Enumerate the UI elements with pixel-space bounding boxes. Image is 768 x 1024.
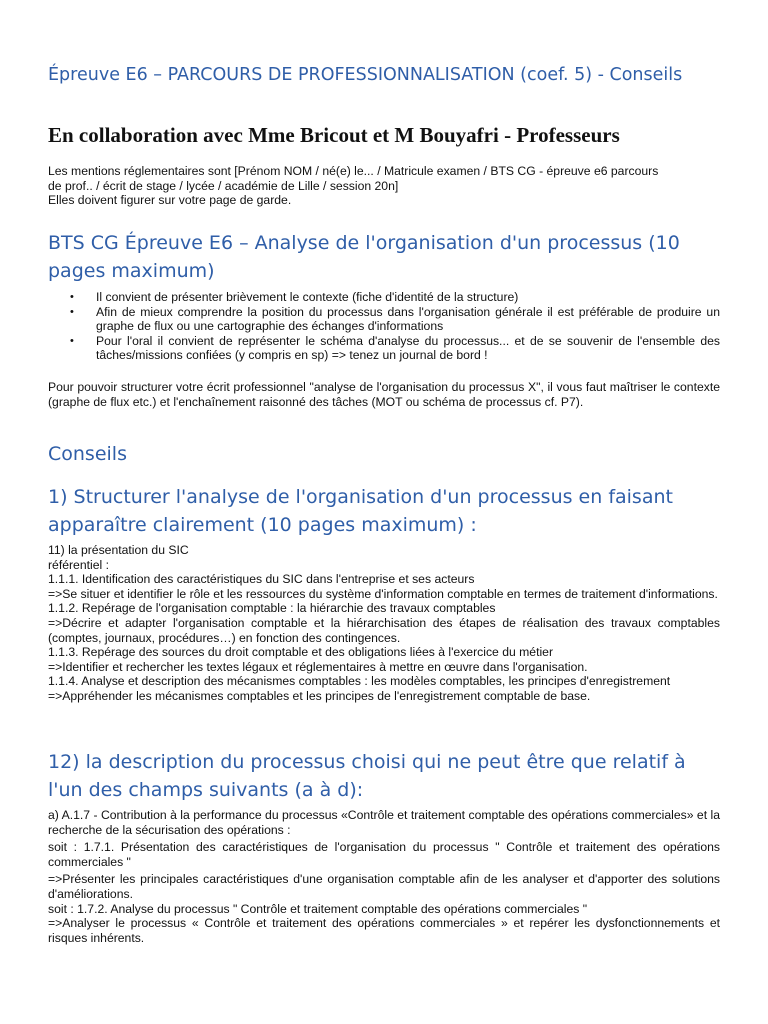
section-1-line: 1.1.2. Repérage de l'organisation comptable : la hiérarchie des travaux comptables	[48, 601, 496, 616]
section-12-line: soit : 1.7.2. Analyse du processus " Contrôle et traitement comptable des opérations commerciales "	[48, 901, 588, 916]
conseils-heading: Conseils	[48, 443, 127, 465]
intro-line: Elles doivent figurer sur votre page de garde.	[48, 193, 292, 208]
structure-paragraph: Pour pouvoir structurer votre écrit professionnel "analyse de l'organisation du processus X", il vous faut maîtriser le contexte (graphe de flux etc.) et l'enchaînement raisonné des tâches (MOT ou schéma de processus cf. P7).	[48, 380, 720, 409]
list-item: • Afin de mieux comprendre la position du processus dans l'organisation générale il est préférable de produire un graphe de flux ou une cartographie des échanges d'informations	[48, 305, 720, 334]
section-12-line: =>Analyser le processus « Contrôle et traitement des opérations commerciales » et repérer les dysfonctionnements et risques inhérents.	[48, 916, 720, 945]
section-1-body	[48, 543, 720, 704]
section-1-line: 1.1.3. Repérage des sources du droit comptable et des obligations liées à l'exercice du métier	[48, 645, 554, 660]
section-12-title: 12) la description du processus choisi qui ne peut être que relatif à l'un des champs suivants (a à d):	[48, 751, 686, 801]
section-1-line: =>Décrire et adapter l'organisation comptable et la hiérarchisation des étapes de réalisation des travaux comptables (comptes, journaux, procédures…) en fonction des contingences.	[48, 615, 720, 645]
list-item: • Il convient de présenter brièvement le contexte (fiche d'identité de la structure)	[48, 290, 720, 305]
section-12-line: =>Présenter les principales caractéristiques d'une organisation comptable afin de les analyser et d'apporter des solutions d'améliorations.	[48, 872, 720, 901]
list-item: • Pour l'oral il convient de représenter le schéma d'analyse du processus... et de se souvenir de l'ensemble des tâches/missions confiées (y compris en sp) => tenez un journal de bord !	[48, 334, 720, 363]
main-title: Épreuve E6 – PARCOURS DE PROFESSIONNALISATION (coef. 5) - Conseils	[48, 65, 683, 85]
intro-block	[48, 164, 720, 208]
section-12-line: a) A.1.7 - Contribution à la performance du processus «Contrôle et traitement comptable des opérations commerciales» et la recherche de la sécurisation des opérations :	[48, 808, 720, 837]
intro-line: Les mentions réglementaires sont [Prénom NOM / né(e) le... / Matricule examen / BTS CG - épreuve e6 parcours	[48, 164, 659, 178]
section-1-line: 1.1.1. Identification des caractéristiques du SIC dans l'entreprise et ses acteurs	[48, 572, 475, 587]
intro-line: de prof.. / écrit de stage / lycée / académie de Lille / session 20n]	[48, 178, 399, 193]
section-1-line: =>Appréhender les mécanismes comptables et les principes de l'enregistrement comptable de base.	[48, 688, 591, 703]
section-12-body	[48, 808, 720, 945]
section-12-line: soit : 1.7.1. Présentation des caractéristiques de l'organisation du processus " Contrôle et traitement des opérations commerciales "	[48, 840, 720, 869]
section-1-line: =>Identifier et rechercher les textes légaux et réglementaires à mettre en œuvre dans l'organisation.	[48, 659, 588, 674]
bullet-list	[48, 290, 720, 363]
section-1-title: 1) Structurer l'analyse de l'organisation d'un processus en faisant apparaître clairement (10 pages maximum) :	[48, 486, 673, 536]
collaboration-heading: En collaboration avec Mme Bricout et M Bouyafri - Professeurs	[48, 123, 620, 147]
section-1-line: référentiel :	[48, 557, 109, 572]
section-1-line: 11) la présentation du SIC	[48, 543, 189, 557]
section-1-line: 1.1.4. Analyse et description des mécanismes comptables : les modèles comptables, les principes d'enregistrement	[48, 674, 671, 689]
section-1-line: =>Se situer et identifier le rôle et les ressources du système d'information comptable en termes de traitement d'informations.	[48, 586, 718, 601]
analyse-section-title: BTS CG Épreuve E6 – Analyse de l'organisation d'un processus (10 pages maximum)	[48, 232, 680, 282]
